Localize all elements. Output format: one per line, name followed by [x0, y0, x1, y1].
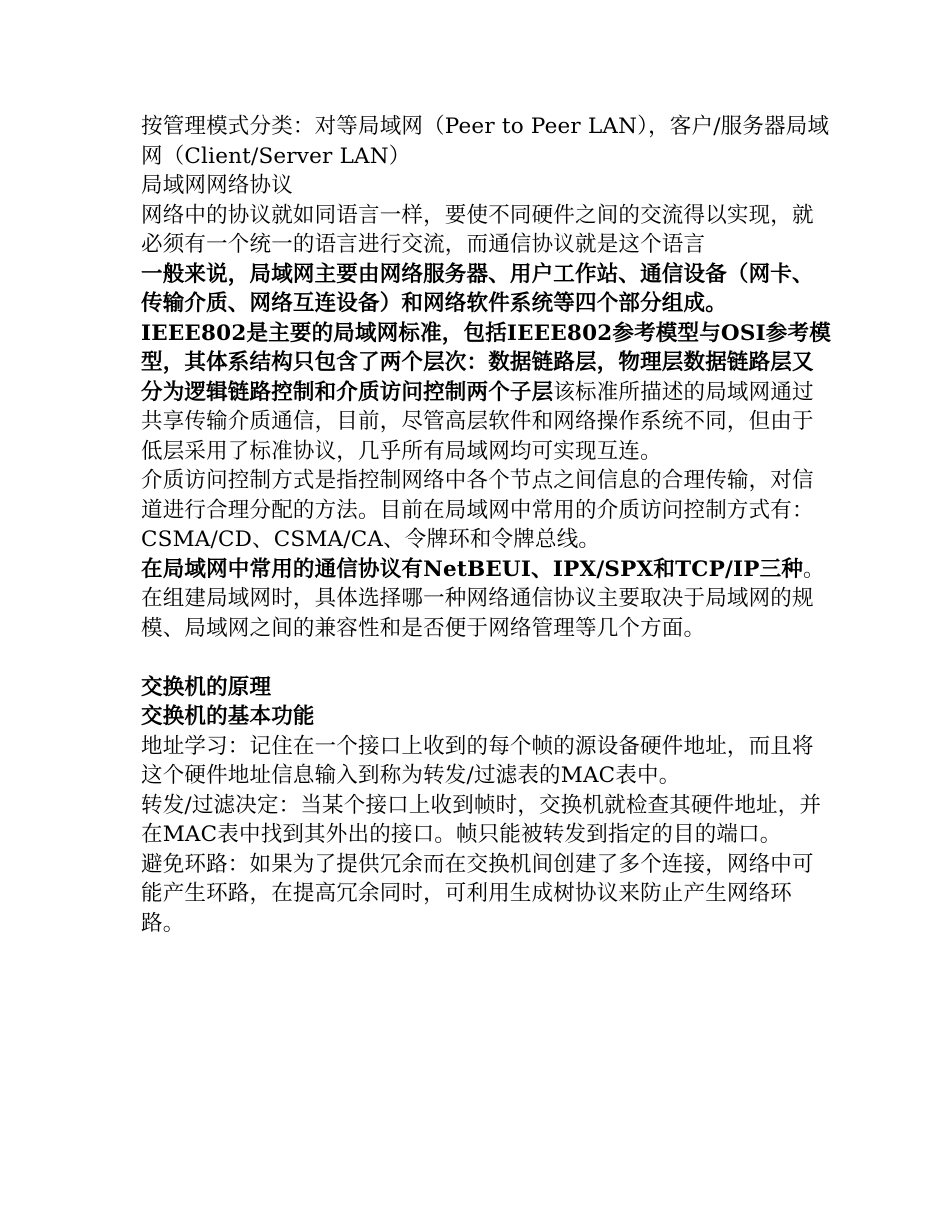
paragraph-forward-filter: 转发/过滤决定：当某个接口上收到帧时，交换机就检查其硬件地址，并在MAC表中找到其外出的接口。帧只能被转发到指定的目的端口。 [141, 792, 822, 847]
paragraph-lan-components: 一般来说，局域网主要由网络服务器、用户工作站、通信设备（网卡、传输介质、网络互连设备）和网络软件系统等四个部分组成。 [141, 261, 814, 316]
paragraph-address-learning: 地址学习：记住在一个接口上收到的每个帧的源设备硬件地址，而且将这个硬件地址信息输入到称为转发/过滤表的MAC表中。 [141, 733, 814, 788]
ieee802-bold-text: IEEE802是主要的局域网标准，包括IEEE802参考模型与OSI参考模型，其体系结构只包含了两个层次：数据链路层，物理层数据链路层又分为逻辑链路控制和介质访问控制两个子层 [141, 320, 831, 405]
heading-lan-protocol: 局域网网络协议 [141, 173, 293, 198]
paragraph-media-access: 介质访问控制方式是指控制网络中各个节点之间信息的合理传输，对信道进行合理分配的方法。目前在局域网中常用的介质访问控制方式有： CSMA/CD、CSMA/CA、令牌环和令牌总线。 [141, 468, 814, 552]
ieee802-normal-text: 该标准所描述的局域网通过共享传输介质通信，目前，尽管高层软件和网络操作系统不同，但由于低层采用了标准协议，几乎所有局域网均可实现互连。 [141, 379, 814, 464]
paragraph-protocol-language: 网络中的协议就如同语言一样，要使不同硬件之间的交流得以实现，就必须有一个统一的语言进行交流，而通信协议就是这个语言 [141, 202, 814, 257]
document-page [141, 112, 831, 938]
protocols-normal-text: 。在组建局域网时，具体选择哪一种网络通信协议主要取决于局域网的规模、局域网之间的兼容性和是否便于网络管理等几个方面。 [141, 556, 825, 641]
paragraph-loop-avoidance: 避免环路：如果为了提供冗余而在交换机间创建了多个连接，网络中可能产生环路，在提高冗余同时，可利用生成树协议来防止产生网络环路。 [141, 851, 814, 936]
paragraph-ieee802 [141, 319, 831, 467]
protocols-bold-text: 在局域网中常用的通信协议有NetBEUI、IPX/SPX和TCP/IP三种 [141, 556, 804, 582]
paragraph-common-protocols [141, 555, 831, 644]
paragraph-management-mode: 按管理模式分类：对等局域网（Peer to Peer LAN），客户/服务器局域网（Client/Server LAN） [141, 114, 830, 169]
heading-switch-basic-functions: 交换机的基本功能 [141, 704, 315, 729]
blank-line [141, 643, 831, 673]
heading-switch-principle: 交换机的原理 [141, 674, 272, 700]
